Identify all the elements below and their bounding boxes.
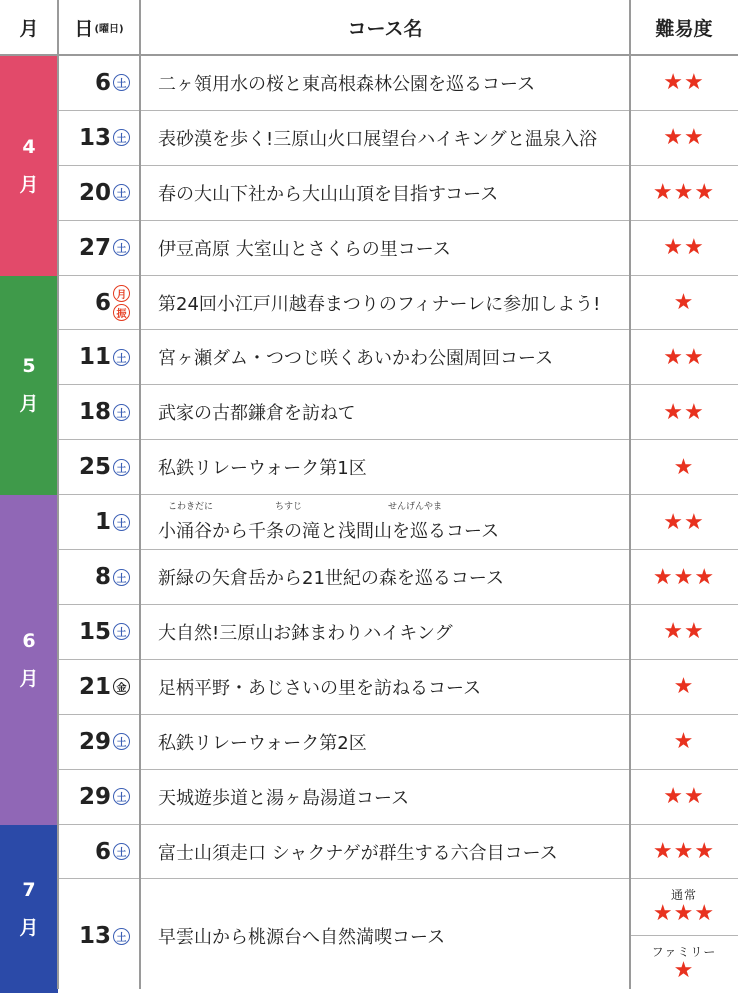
course-name-cell (140, 770, 630, 825)
course-name-cell (140, 331, 630, 386)
month-label: 6 (22, 622, 35, 660)
header-difficulty: 難易度 (630, 0, 738, 56)
weekday-badge: 振 (113, 304, 130, 321)
course-name: 富士山須走口 シャクナゲが群生する六合目コース (158, 839, 558, 865)
difficulty-cell (630, 605, 738, 660)
weekday-badge: 土 (113, 184, 130, 201)
course-name-cell (140, 56, 630, 111)
day-cell (58, 495, 140, 550)
difficulty-cell (630, 550, 738, 605)
difficulty-stars: ★★★ (653, 180, 715, 205)
difficulty-stars: ★ (674, 455, 695, 480)
course-name-cell (140, 825, 630, 880)
day-cell (58, 605, 140, 660)
day-cell (58, 660, 140, 715)
difficulty-stars: ★★ (663, 345, 704, 370)
course-name: 小涌谷から千条の滝と浅間山を巡るコース (158, 517, 499, 543)
day-number: 15 (79, 619, 111, 645)
course-name-cell (140, 276, 630, 331)
furigana: こわきだに (168, 499, 213, 512)
difficulty-cell (630, 276, 738, 331)
weekday-badge: 土 (113, 74, 130, 91)
weekday-badge: 土 (113, 514, 130, 531)
column-divider (139, 0, 141, 989)
difficulty-cell (630, 331, 738, 386)
header-weekday-note: (曜日) (94, 20, 123, 35)
column-divider (629, 0, 631, 989)
weekday-badge: 金 (113, 678, 130, 695)
weekday-badge: 土 (113, 788, 130, 805)
difficulty-cell (630, 221, 738, 276)
weekday-badge: 月 (113, 285, 130, 302)
month-label: 月 (19, 660, 38, 698)
difficulty-stars: ★★ (663, 619, 704, 644)
day-number: 13 (79, 125, 111, 151)
day-number: 11 (79, 344, 111, 370)
course-name-cell (140, 715, 630, 770)
day-number: 21 (79, 674, 111, 700)
course-name: 私鉄リレーウォーク第1区 (158, 454, 367, 480)
day-cell (58, 221, 140, 276)
course-name: 第24回小江戸川越春まつりのフィナーレに参加しよう! (158, 290, 600, 316)
furigana: せんげんやま (388, 499, 442, 512)
weekday-badge: 土 (113, 239, 130, 256)
weekday-badge: 土 (113, 404, 130, 421)
month-label: 月 (19, 909, 38, 947)
column-divider (57, 0, 59, 989)
difficulty-stars: ★★★ (653, 839, 715, 864)
difficulty-cell (630, 56, 738, 111)
difficulty-stars: ★ (674, 674, 695, 699)
course-name: 早雲山から桃源台へ自然満喫コース (158, 923, 445, 949)
day-number: 6 (95, 290, 111, 316)
course-name: 大自然!三原山お鉢まわりハイキング (158, 619, 453, 645)
day-number: 6 (95, 839, 111, 865)
difficulty-label: 通常 (671, 889, 697, 902)
weekday-badge: 土 (113, 843, 130, 860)
difficulty-stars: ★ (674, 729, 695, 754)
day-number: 20 (79, 180, 111, 206)
difficulty-stars: ★ (674, 290, 695, 315)
day-number: 29 (79, 784, 111, 810)
course-name: 二ヶ領用水の桜と東高根森林公園を巡るコース (158, 70, 535, 96)
weekday-badge: 土 (113, 129, 130, 146)
difficulty-stars: ★ (674, 959, 695, 983)
difficulty-cell (630, 770, 738, 825)
difficulty-cell (630, 825, 738, 880)
month-block-may (0, 276, 58, 496)
course-name-cell (140, 495, 630, 550)
course-name: 私鉄リレーウォーク第2区 (158, 729, 367, 755)
header-month: 月 (0, 0, 58, 56)
difficulty-cell (630, 936, 738, 993)
course-name: 宮ヶ瀬ダム・つつじ咲くあいかわ公園周回コース (158, 344, 553, 370)
course-name-cell (140, 605, 630, 660)
day-cell (58, 440, 140, 495)
course-name: 武家の古都鎌倉を訪ねて (158, 399, 356, 425)
difficulty-cell (630, 385, 738, 440)
difficulty-stars: ★★ (663, 400, 704, 425)
day-number: 18 (79, 399, 111, 425)
weekday-badge: 土 (113, 569, 130, 586)
day-number: 25 (79, 454, 111, 480)
difficulty-cell (630, 715, 738, 770)
difficulty-cell (630, 495, 738, 550)
day-cell (58, 111, 140, 166)
weekday-stack (113, 285, 130, 321)
header-course: コース名 (140, 0, 630, 56)
month-block-july (0, 825, 58, 993)
course-name-cell (140, 385, 630, 440)
difficulty-stars: ★★ (663, 510, 704, 535)
day-number: 6 (95, 70, 111, 96)
course-name-cell (140, 550, 630, 605)
weekday-badge: 土 (113, 733, 130, 750)
difficulty-label: ファミリー (652, 946, 717, 959)
difficulty-cell (630, 880, 738, 937)
difficulty-stars: ★★ (663, 70, 704, 95)
difficulty-cell (630, 660, 738, 715)
day-number: 13 (79, 923, 111, 949)
difficulty-stars: ★★★ (653, 565, 715, 590)
day-cell (58, 825, 140, 880)
day-cell (58, 56, 140, 111)
course-name-cell (140, 111, 630, 166)
month-label: 5 (22, 347, 35, 385)
course-name-cell (140, 880, 630, 993)
weekday-badge: 土 (113, 349, 130, 366)
day-cell (58, 276, 140, 331)
course-name: 新緑の矢倉岳から21世紀の森を巡るコース (158, 564, 504, 590)
course-name: 伊豆高原 大室山とさくらの里コース (158, 235, 451, 261)
course-name-cell (140, 221, 630, 276)
difficulty-stars: ★★ (663, 784, 704, 809)
difficulty-stars: ★★ (663, 235, 704, 260)
month-block-april (0, 56, 58, 276)
weekday-badge: 土 (113, 459, 130, 476)
month-label: 月 (19, 166, 38, 204)
difficulty-cell (630, 166, 738, 221)
day-cell (58, 550, 140, 605)
day-cell (58, 331, 140, 386)
day-number: 29 (79, 729, 111, 755)
month-block-june (0, 495, 58, 824)
day-cell (58, 715, 140, 770)
difficulty-stars: ★★★ (653, 902, 715, 926)
course-name-cell (140, 440, 630, 495)
course-name: 足柄平野・あじさいの里を訪ねるコース (158, 674, 481, 700)
day-cell (58, 770, 140, 825)
difficulty-stars: ★★ (663, 125, 704, 150)
header-day: 日 (曜日) (58, 0, 140, 56)
difficulty-cell (630, 111, 738, 166)
weekday-badge: 土 (113, 623, 130, 640)
month-label: 月 (19, 385, 38, 423)
furigana: ちすじ (275, 499, 302, 512)
course-name-cell (140, 166, 630, 221)
course-name: 天城遊歩道と湯ヶ島湯道コース (158, 784, 409, 810)
month-label: 7 (22, 871, 35, 909)
day-number: 27 (79, 235, 111, 261)
day-cell (58, 166, 140, 221)
month-label: 4 (22, 128, 35, 166)
course-name: 表砂漠を歩く!三原山火口展望台ハイキングと温泉入浴 (158, 125, 597, 151)
day-number: 1 (95, 509, 111, 535)
weekday-badge: 土 (113, 928, 130, 945)
course-name: 春の大山下社から大山山頂を目指すコース (158, 180, 498, 206)
day-cell (58, 880, 140, 993)
course-name-cell (140, 660, 630, 715)
day-number: 8 (95, 564, 111, 590)
difficulty-cell (630, 440, 738, 495)
day-cell (58, 385, 140, 440)
